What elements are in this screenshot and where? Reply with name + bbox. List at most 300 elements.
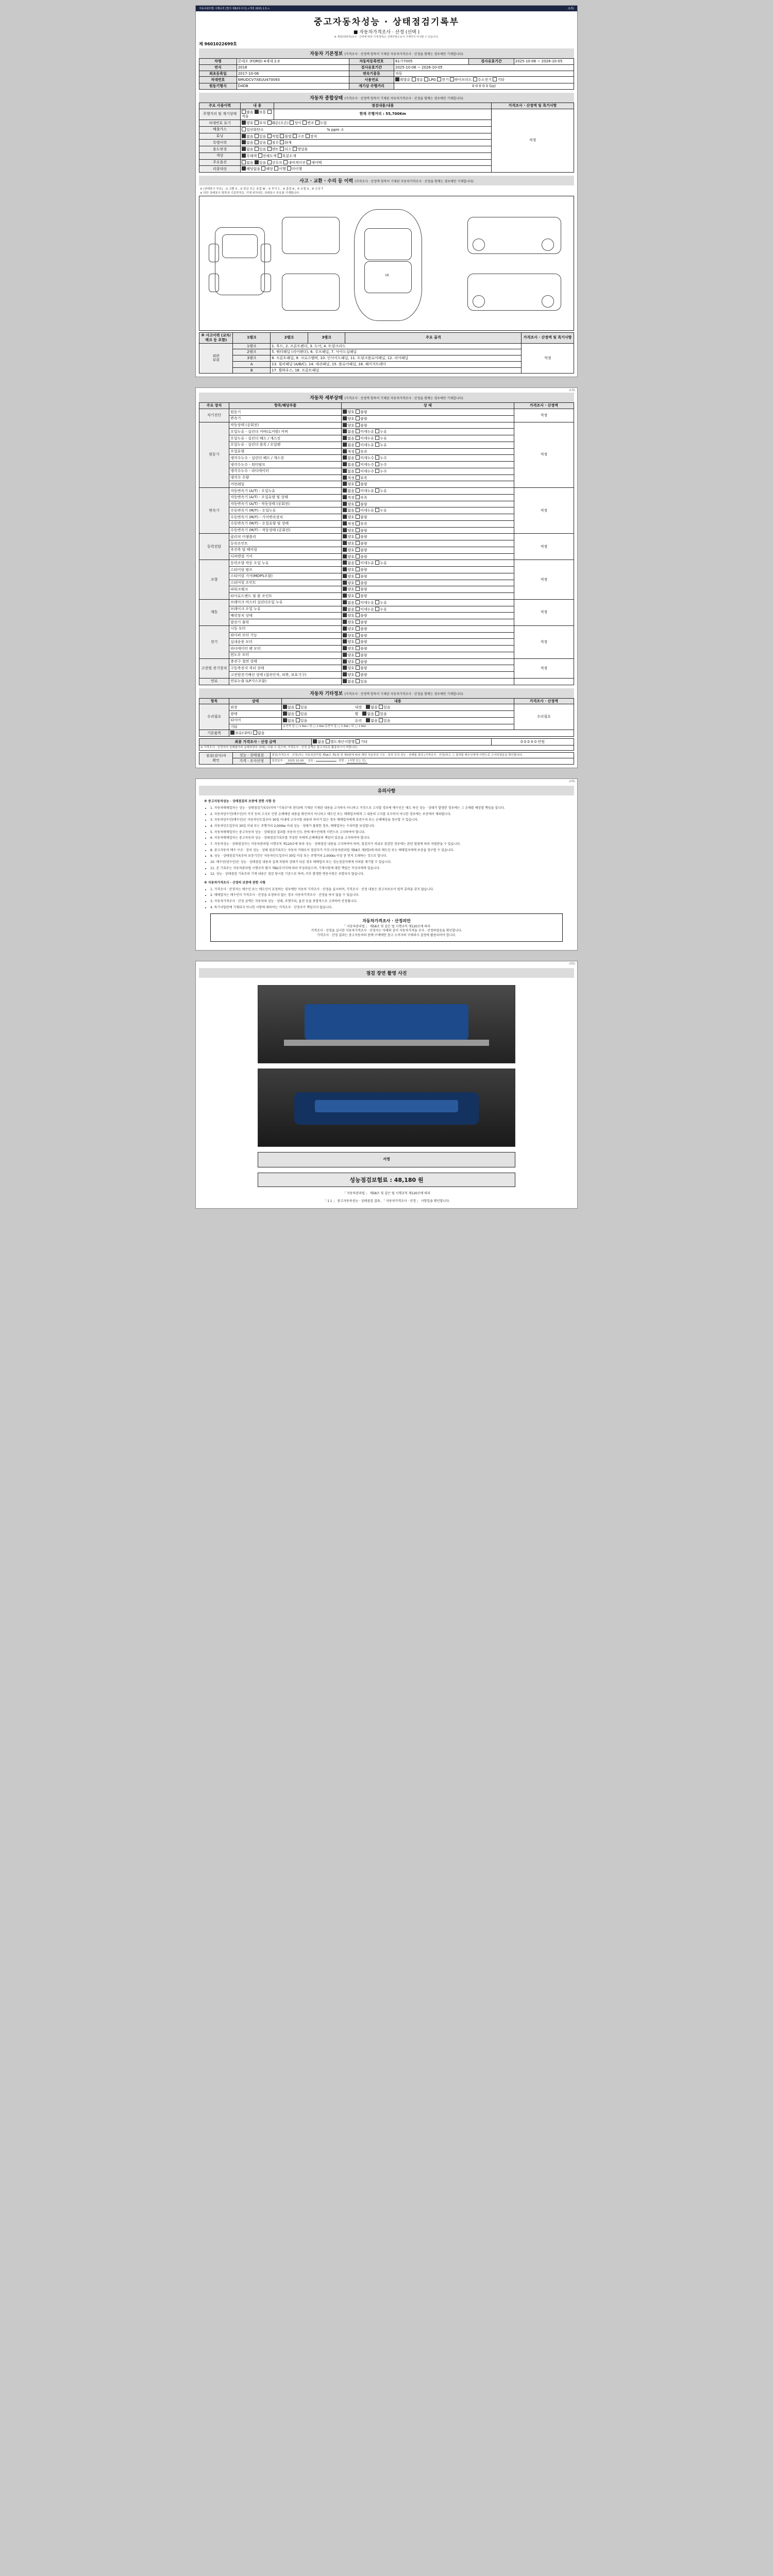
table-row bbox=[199, 367, 574, 374]
checkbox-color-standard[interactable] bbox=[242, 154, 246, 158]
detail-item-options[interactable] bbox=[342, 573, 514, 580]
detail-item-options[interactable] bbox=[342, 593, 514, 600]
fuel-label-0: 휘발유 bbox=[400, 78, 411, 82]
checkbox-first[interactable] bbox=[343, 567, 347, 571]
checkbox-opt1[interactable] bbox=[356, 410, 360, 414]
other-opts-1[interactable] bbox=[281, 711, 514, 718]
detail-item-options[interactable] bbox=[342, 448, 514, 455]
detail-item-options[interactable] bbox=[342, 415, 514, 422]
checkbox-first[interactable] bbox=[343, 639, 347, 643]
checkbox-opt1[interactable] bbox=[356, 515, 360, 519]
checkbox-first[interactable] bbox=[343, 541, 347, 545]
checkbox-fuel-hybrid[interactable] bbox=[450, 77, 454, 81]
checkbox-opt1[interactable] bbox=[356, 567, 360, 571]
opt-label: 없음 bbox=[246, 147, 254, 151]
checkbox-opt1[interactable] bbox=[356, 600, 360, 604]
checkbox-fuel-etc[interactable] bbox=[493, 77, 497, 81]
checkbox-first[interactable] bbox=[343, 423, 347, 427]
detail-item-label: 수동변속기 (M/T) - 오일누유 bbox=[229, 507, 342, 514]
checkbox-special-fire[interactable] bbox=[280, 140, 284, 144]
checkbox-fuel-electric[interactable] bbox=[437, 77, 441, 81]
detail-group-label: 고전원 전기장치 bbox=[199, 658, 229, 678]
checkbox-vin-diff[interactable] bbox=[290, 121, 294, 125]
row-opts-5[interactable] bbox=[240, 146, 491, 153]
checkbox-first[interactable] bbox=[343, 476, 347, 480]
signature-label: 서명 bbox=[258, 1152, 515, 1167]
checkbox-first[interactable] bbox=[343, 521, 347, 526]
checkbox-first[interactable] bbox=[343, 455, 347, 460]
opt-label: 미세누유 bbox=[360, 509, 376, 513]
row-opts-1[interactable] bbox=[240, 120, 491, 127]
row-opts-0[interactable] bbox=[240, 109, 274, 120]
detail-item-options[interactable] bbox=[342, 632, 514, 639]
checkbox-opt1[interactable] bbox=[356, 574, 360, 578]
detail-item-options[interactable] bbox=[342, 422, 514, 429]
car-damage-diagram bbox=[199, 196, 574, 331]
basic-info-title: 자동차 기본정보 bbox=[310, 52, 343, 57]
checkbox-first[interactable] bbox=[343, 436, 347, 440]
checkbox-tuning-structure[interactable] bbox=[293, 134, 297, 138]
checkbox-option-airbag[interactable] bbox=[307, 160, 311, 164]
checkbox-option-none[interactable] bbox=[242, 160, 246, 164]
checkbox-opt2[interactable] bbox=[375, 600, 379, 604]
checkbox-fuel-lpg[interactable] bbox=[424, 77, 428, 81]
checkbox-first[interactable] bbox=[343, 429, 347, 433]
checkbox-opt1[interactable] bbox=[356, 521, 360, 526]
detail-item-options[interactable] bbox=[342, 488, 514, 495]
checkbox-opt2[interactable] bbox=[375, 607, 379, 611]
opt-label: 불량 bbox=[360, 581, 367, 585]
opt-label: 불량 bbox=[360, 633, 367, 638]
checkbox-opt2[interactable] bbox=[375, 455, 379, 460]
checkbox-opt1[interactable] bbox=[356, 613, 360, 617]
checkbox-recall-done[interactable] bbox=[274, 166, 278, 171]
table-row bbox=[199, 355, 574, 362]
checkbox-option-yes[interactable] bbox=[255, 160, 259, 164]
checkbox-opt1[interactable] bbox=[356, 672, 360, 676]
checkbox-price-separate[interactable] bbox=[326, 739, 330, 743]
checkbox-first[interactable] bbox=[343, 659, 347, 664]
table-row bbox=[199, 739, 574, 745]
checkbox-co[interactable] bbox=[242, 127, 246, 131]
opt-label: 내비게이션 bbox=[288, 160, 306, 165]
checkbox-opt2[interactable] bbox=[375, 429, 379, 433]
checkbox-first[interactable] bbox=[343, 594, 347, 598]
row-opts-6[interactable] bbox=[240, 152, 491, 159]
detail-item-label: 배력장치 상태 bbox=[229, 613, 342, 619]
checkbox-opt2[interactable] bbox=[375, 443, 379, 447]
detail-item-options[interactable] bbox=[342, 540, 514, 547]
opt-label: 있음 bbox=[259, 134, 266, 139]
checkbox-vin-damage[interactable] bbox=[267, 121, 272, 125]
checkbox-glass-yes[interactable] bbox=[379, 718, 383, 722]
cell-label: 변속기종류 bbox=[349, 71, 394, 77]
opt-label: 양호 bbox=[347, 626, 356, 631]
checkbox-interior-yes[interactable] bbox=[379, 705, 383, 709]
checkbox-first[interactable] bbox=[343, 633, 347, 637]
overall-state-title: 자동차 종합상태 bbox=[310, 95, 343, 101]
checkbox-tuning-none[interactable] bbox=[242, 134, 246, 138]
other-opts-2[interactable] bbox=[281, 717, 514, 724]
checkbox-price-etc[interactable] bbox=[356, 739, 360, 743]
table-row bbox=[199, 109, 574, 120]
detail-item-options[interactable] bbox=[342, 429, 514, 435]
detail-item-options[interactable] bbox=[342, 678, 514, 685]
opt-label: 미이행 bbox=[291, 167, 303, 172]
other-item-0b: 내장 bbox=[355, 705, 362, 710]
checkbox-opt1[interactable] bbox=[356, 502, 360, 506]
checkbox-first[interactable] bbox=[343, 515, 347, 519]
opt-label: 기타 bbox=[360, 740, 367, 744]
checkbox-first[interactable] bbox=[343, 600, 347, 604]
detail-item-label: 시동 모터 bbox=[229, 625, 342, 632]
fuel-options[interactable] bbox=[394, 77, 574, 83]
opt-label: 불량 bbox=[360, 614, 367, 618]
opt-label: 있음 bbox=[383, 705, 391, 710]
checkbox-opt1[interactable] bbox=[356, 646, 360, 650]
checkbox-opt1[interactable] bbox=[356, 666, 360, 670]
checkbox-opt1[interactable] bbox=[356, 436, 360, 440]
detail-item-options[interactable] bbox=[342, 619, 514, 626]
list-item: • 3. 자동차가격조사 · 산정 금액은 자동차의 성능 · 상태, 주행거리, 옵션 등을 종합적으로 고려하여 산정됩니다. bbox=[210, 900, 569, 904]
opt-label: 있음 bbox=[380, 712, 387, 716]
checkbox-first[interactable] bbox=[343, 653, 347, 657]
detail-item-options[interactable] bbox=[342, 567, 514, 573]
detail-right-mark: 적정 bbox=[514, 658, 574, 678]
fuel-label-3: 전기 bbox=[442, 78, 449, 82]
checkbox-tuning-legal[interactable] bbox=[267, 134, 272, 138]
opt-label: 무채색 bbox=[246, 154, 257, 158]
checkbox-tuning-yes[interactable] bbox=[255, 134, 259, 138]
legend-items-0: 1. 후드, 2. 프론트펜더, 3. 도어, 4. 트렁크리드 bbox=[271, 343, 522, 349]
detail-item-options[interactable] bbox=[342, 514, 514, 521]
checkbox-opt1[interactable] bbox=[356, 653, 360, 657]
checkbox-mileage-many[interactable] bbox=[242, 110, 246, 114]
checkbox-option-sunroof[interactable] bbox=[267, 160, 272, 164]
checkbox-opt2[interactable] bbox=[375, 462, 379, 466]
checkbox-first[interactable] bbox=[343, 587, 347, 591]
detail-item-options[interactable] bbox=[342, 599, 514, 606]
detail-item-label: 브레이크 오일 누유 bbox=[229, 606, 342, 613]
row-opts-2[interactable] bbox=[240, 126, 491, 133]
detail-item-options[interactable] bbox=[342, 606, 514, 613]
checkbox-first[interactable] bbox=[343, 574, 347, 578]
checkbox-opt1[interactable] bbox=[356, 429, 360, 433]
checkbox-exterior-yes[interactable] bbox=[296, 705, 300, 709]
detail-item-label: 냉각수누수 - 워터펌프 bbox=[229, 462, 342, 468]
checkbox-special-none[interactable] bbox=[242, 140, 246, 144]
checkbox-recall-na[interactable] bbox=[242, 166, 246, 171]
detail-item-options[interactable] bbox=[342, 507, 514, 514]
checkbox-color-full[interactable] bbox=[258, 154, 262, 158]
checkbox-opt1[interactable] bbox=[356, 587, 360, 591]
checkbox-first[interactable] bbox=[343, 626, 347, 631]
detail-item-options[interactable] bbox=[342, 613, 514, 619]
opt-label: 양호 bbox=[347, 614, 356, 618]
row-opts-8[interactable] bbox=[240, 166, 491, 173]
checkbox-vin-good[interactable] bbox=[242, 121, 246, 125]
detail-item-options[interactable] bbox=[342, 625, 514, 632]
detail-item-options[interactable] bbox=[342, 534, 514, 540]
detail-item-options[interactable] bbox=[342, 409, 514, 416]
checkbox-opt1[interactable] bbox=[356, 659, 360, 664]
detail-item-label: 실내송풍 모터 bbox=[229, 639, 342, 646]
checkbox-special-flood[interactable] bbox=[267, 140, 272, 144]
opt-label: 양호 bbox=[347, 410, 356, 414]
checkbox-first[interactable] bbox=[343, 508, 347, 512]
checkbox-wheel-none[interactable] bbox=[362, 711, 366, 716]
checkbox-usechange-yes[interactable] bbox=[255, 147, 259, 151]
checkbox-basic-have[interactable] bbox=[230, 731, 234, 735]
checkbox-opt1[interactable] bbox=[356, 554, 360, 558]
table-row bbox=[199, 422, 574, 429]
checkbox-tire-yes[interactable] bbox=[296, 718, 300, 722]
notice-band bbox=[199, 786, 574, 795]
checkbox-opt2[interactable] bbox=[375, 469, 379, 473]
checkbox-opt1[interactable] bbox=[356, 443, 360, 447]
checkbox-usechange-lease[interactable] bbox=[280, 147, 284, 151]
detail-item-options[interactable] bbox=[342, 639, 514, 646]
inspector-row1-text: 점검(가격조사 · 산정)자는 자동차관리법 제58조 제1항 및 제3항에 따라 해당 자동차의 구조 · 장치 등의 성능 · 상태를 점검 (가격조사 · 산정)하고 그 결과를 매수인에게 서면으로 고지하였음을 확인합니다. bbox=[271, 752, 574, 758]
checkbox-first[interactable] bbox=[343, 607, 347, 611]
checkbox-first[interactable] bbox=[343, 488, 347, 493]
checkbox-opt1[interactable] bbox=[356, 626, 360, 631]
checkbox-fuel-gasoline[interactable] bbox=[395, 77, 399, 81]
odometer-value: 0 0 0 0 0 (㎞) bbox=[394, 83, 574, 90]
opt-label: 없음 bbox=[246, 141, 254, 145]
cell-value: 몬데오 (FORD) 4세대 2.0 bbox=[237, 59, 349, 65]
list-item: • 1. 자동차매매업자는 성능 · 상태점검기록부(이하 "기록부"라 한다)에 기재된 기재된 내용을 고지하지 아니하고 거짓으로 고지할 경우에 매수인은 매도 하신 성능 · 상태가 발생한 경우에는 그 손해를 배상할 책임을 집니다. bbox=[210, 806, 569, 811]
checkbox-vin-corrosion[interactable] bbox=[255, 121, 259, 125]
detail-item-options[interactable] bbox=[342, 560, 514, 567]
opt-label: 없음 bbox=[347, 456, 356, 461]
other-note: (가격조사 · 산정액 항목이 기재된 자동차가격조사 · 산정을 함께는 경우에만 기재합니다) bbox=[344, 692, 463, 696]
detail-item-options[interactable] bbox=[342, 520, 514, 527]
emission-value: % ppm 소 bbox=[327, 127, 344, 132]
checkbox-first[interactable] bbox=[343, 613, 347, 617]
checkbox-glass-none[interactable] bbox=[366, 718, 370, 722]
checkbox-first[interactable] bbox=[343, 482, 347, 486]
checkbox-opt1[interactable] bbox=[356, 416, 360, 420]
table-row bbox=[199, 625, 574, 632]
detail-item-options[interactable] bbox=[342, 474, 514, 481]
checkbox-first[interactable] bbox=[343, 561, 347, 565]
detail-item-options[interactable] bbox=[342, 672, 514, 679]
checkbox-opt1[interactable] bbox=[356, 488, 360, 493]
row-opts-3[interactable] bbox=[240, 133, 491, 140]
field-label-name: 성명 bbox=[338, 759, 344, 762]
list-item: • 11. 본 기록부는 자동차관리법 시행규칙 별지 제82호서식에 따라 작성되었으며, 기재사항에 대한 책임은 작성자에게 있습니다. bbox=[210, 867, 569, 871]
checkbox-opt1[interactable] bbox=[356, 607, 360, 611]
checkbox-opt1[interactable] bbox=[356, 639, 360, 643]
final-price-opts[interactable] bbox=[312, 739, 492, 745]
opt-label: 누유 bbox=[380, 561, 387, 566]
opt-label: 렌트 bbox=[272, 147, 279, 151]
checkbox-tuning-illegal[interactable] bbox=[280, 134, 284, 138]
opt-label: 불량 bbox=[360, 574, 367, 579]
detail-item-options[interactable] bbox=[342, 501, 514, 507]
detail-item-options[interactable] bbox=[342, 658, 514, 665]
checkbox-first[interactable] bbox=[343, 502, 347, 506]
opt-label: 불량 bbox=[360, 515, 367, 519]
opt-label: 있음 bbox=[300, 718, 308, 723]
checkbox-opt2[interactable] bbox=[375, 436, 379, 440]
detail-item-label: 브레이크 마스터 실린더오일 누유 bbox=[229, 599, 342, 606]
checkbox-tire-none[interactable] bbox=[283, 718, 287, 722]
detail-item-label: 자동변속기 (A/T) - 작동상태 (공회전) bbox=[229, 501, 342, 507]
row-label-3: 튜닝 bbox=[199, 133, 241, 140]
checkbox-option-navigation[interactable] bbox=[283, 160, 288, 164]
row-opts-7[interactable] bbox=[240, 159, 491, 166]
checkbox-first[interactable] bbox=[343, 495, 347, 499]
list-item: • 9. 성능 · 상태점검기록부의 보증기간은 자동차인도일부터 30일 이상 또는 주행거리 2,000㎞ 이상 중 먼저 도래하는 것으로 합니다. bbox=[210, 854, 569, 859]
detail-item-options[interactable] bbox=[342, 553, 514, 560]
checkbox-exterior-none[interactable] bbox=[283, 705, 287, 709]
checkbox-first[interactable] bbox=[343, 554, 347, 558]
detail-item-options[interactable] bbox=[342, 652, 514, 658]
checkbox-color-partial[interactable] bbox=[278, 154, 282, 158]
other-col-3: 가격조사 · 산정액 bbox=[514, 698, 574, 704]
detail-item-label: 커먼레일 bbox=[229, 481, 342, 488]
checkbox-special-yes[interactable] bbox=[255, 140, 259, 144]
list-item: • 1. 가격조사 · 산정자는 매수인 또는 매도인이 요청하는 경우에만 자동차 가격조사 · 산정을 실시하며, 가격조사 · 산정 내용은 참고자료로서 법적 효력을 갖지 않습니다. bbox=[210, 888, 569, 892]
opt-label: 양호 bbox=[347, 482, 356, 487]
opt-label: 누수 bbox=[380, 469, 387, 473]
checkbox-first[interactable] bbox=[343, 469, 347, 473]
checkbox-opt2[interactable] bbox=[375, 561, 379, 565]
opt-label: 불량 bbox=[360, 666, 367, 671]
checkbox-fuel-diesel[interactable] bbox=[412, 77, 416, 81]
checkbox-vin-erased[interactable] bbox=[315, 121, 320, 125]
checkbox-first[interactable] bbox=[343, 620, 347, 624]
accident-title: 사고 · 교환 · 수리 등 이력 bbox=[299, 179, 354, 184]
checkbox-opt1[interactable] bbox=[356, 561, 360, 565]
checkbox-opt1[interactable] bbox=[356, 581, 360, 585]
checkbox-usechange-rent[interactable] bbox=[267, 147, 272, 151]
checkbox-opt2[interactable] bbox=[375, 488, 379, 493]
checkbox-mileage-normal[interactable] bbox=[255, 110, 259, 114]
checkbox-price-none[interactable] bbox=[313, 739, 317, 743]
detail-item-label: 윈도우 모터 bbox=[229, 652, 342, 658]
checkbox-first[interactable] bbox=[343, 462, 347, 466]
cell-value: 자동 bbox=[394, 71, 574, 77]
opt-label: 없음 bbox=[347, 509, 356, 513]
document-number: 제 9601022699호 bbox=[199, 42, 237, 46]
list-item: • 2. 매매업자는 매수인이 가격조사 · 산정을 요청하지 않는 경우 자동차가격조사 · 산정을 하지 않을 수 있습니다. bbox=[210, 893, 569, 898]
checkbox-opt1[interactable] bbox=[356, 449, 360, 453]
checkbox-opt1[interactable] bbox=[356, 469, 360, 473]
opt-label: 불량 bbox=[360, 594, 367, 598]
other-opts-0[interactable] bbox=[281, 704, 514, 711]
row-label-8: 리콜대상 bbox=[199, 166, 241, 173]
checkbox-recall-yes[interactable] bbox=[261, 166, 265, 171]
detail-item-options[interactable] bbox=[342, 646, 514, 652]
checkbox-first[interactable] bbox=[343, 548, 347, 552]
detail-item-options[interactable] bbox=[342, 665, 514, 672]
detail-item-options[interactable] bbox=[342, 435, 514, 442]
detail-item-options[interactable] bbox=[342, 494, 514, 501]
checkbox-tuning-device[interactable] bbox=[306, 134, 310, 138]
checkbox-opt1[interactable] bbox=[356, 548, 360, 552]
opt-label: 양호 bbox=[347, 653, 356, 657]
checkbox-interior-none[interactable] bbox=[366, 705, 370, 709]
checkbox-first[interactable] bbox=[343, 679, 347, 683]
checkbox-opt1[interactable] bbox=[356, 679, 360, 683]
checkbox-polish-yes[interactable] bbox=[296, 711, 300, 716]
checkbox-first[interactable] bbox=[343, 410, 347, 414]
checkbox-opt2[interactable] bbox=[375, 508, 379, 512]
detail-item-options[interactable] bbox=[342, 468, 514, 474]
detail-item-options[interactable] bbox=[342, 547, 514, 553]
checkbox-first[interactable] bbox=[343, 666, 347, 670]
checkbox-first[interactable] bbox=[343, 581, 347, 585]
checkbox-polish-none[interactable] bbox=[283, 711, 287, 716]
detail-item-options[interactable] bbox=[342, 580, 514, 586]
opt-label: 리스 bbox=[284, 147, 292, 151]
checkbox-recall-notdone[interactable] bbox=[287, 166, 291, 171]
checkbox-opt1[interactable] bbox=[356, 455, 360, 460]
detail-item-options[interactable] bbox=[342, 586, 514, 593]
checkbox-opt1[interactable] bbox=[356, 594, 360, 598]
accident-legend-table bbox=[199, 332, 574, 374]
opt-label: 없음 bbox=[367, 712, 374, 716]
detail-item-options[interactable] bbox=[342, 481, 514, 488]
legend-col-2: 2랭크 bbox=[271, 333, 308, 344]
footer-line-1: 「 자동차관리법 」 제58조 및 같은 법 시행규칙 제120조에 따라 bbox=[343, 1191, 430, 1195]
checkbox-first[interactable] bbox=[343, 449, 347, 453]
checkbox-opt1[interactable] bbox=[356, 534, 360, 538]
checkbox-wheel-yes[interactable] bbox=[375, 711, 379, 716]
checkbox-opt1[interactable] bbox=[356, 633, 360, 637]
tire-depth-line: 운전석 앞 □ 1.6㎜ / 뒤 □ 1.6㎜ 동반석 앞 □ 1.6㎜ / 뒤 □ 1.6㎜ bbox=[281, 724, 514, 730]
checkbox-first[interactable] bbox=[343, 443, 347, 447]
checkbox-opt1[interactable] bbox=[356, 541, 360, 545]
col-header-1: 내 용 bbox=[240, 103, 274, 109]
diagram-front-wheel-left bbox=[209, 244, 219, 262]
opt-label: 적음 bbox=[241, 114, 249, 119]
checkbox-opt1[interactable] bbox=[356, 462, 360, 466]
checkbox-opt1[interactable] bbox=[356, 508, 360, 512]
detail-item-options[interactable] bbox=[342, 527, 514, 534]
checkbox-opt1[interactable] bbox=[356, 423, 360, 427]
checkbox-vin-altered[interactable] bbox=[303, 121, 307, 125]
checkbox-usechange-business[interactable] bbox=[293, 147, 297, 151]
checkbox-basic-none[interactable] bbox=[253, 731, 257, 735]
checkbox-opt1[interactable] bbox=[356, 482, 360, 486]
detail-item-options[interactable] bbox=[342, 455, 514, 462]
price-statement-line-2: 가격조사 · 산정 결과는 중고자동차의 판매 구매에만 참고 소비자의 구매의사 결정에 활용되어야 합니다. bbox=[316, 933, 457, 937]
checkbox-opt1[interactable] bbox=[356, 495, 360, 499]
checkbox-opt1[interactable] bbox=[356, 528, 360, 532]
checkbox-first[interactable] bbox=[343, 646, 347, 650]
detail-item-options[interactable] bbox=[342, 442, 514, 448]
price-statement-box bbox=[210, 913, 563, 942]
checkbox-first[interactable] bbox=[343, 528, 347, 532]
checkbox-opt1[interactable] bbox=[356, 476, 360, 480]
checkbox-opt1[interactable] bbox=[356, 620, 360, 624]
detail-item-options[interactable] bbox=[342, 462, 514, 468]
checkbox-first[interactable] bbox=[343, 416, 347, 420]
checkbox-fuel-hydrogen[interactable] bbox=[473, 77, 477, 81]
checkbox-usechange-none[interactable] bbox=[242, 147, 246, 151]
checkbox-mileage-few[interactable] bbox=[267, 110, 272, 114]
checkbox-first[interactable] bbox=[343, 672, 347, 676]
row-opts-4[interactable] bbox=[240, 140, 491, 146]
checkbox-first[interactable] bbox=[343, 534, 347, 538]
cell-label: 검사유효기간 bbox=[349, 64, 394, 71]
cell-value: 2025-10-06 ~ 2026-10-05 bbox=[514, 59, 574, 65]
basic-items-opts[interactable] bbox=[229, 730, 574, 737]
